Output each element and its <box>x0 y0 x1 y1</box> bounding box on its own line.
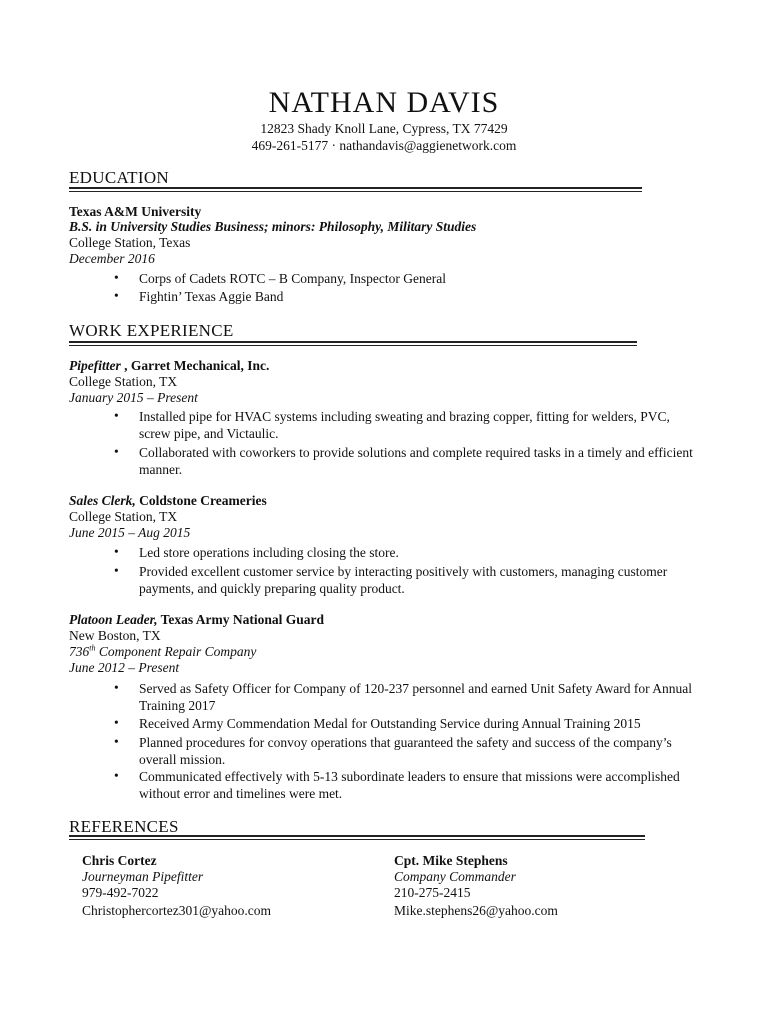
job-bullet: Communicated effectively with 5-13 subordinate leaders to ensure that missions were accomplished without error and timelines were met. <box>139 769 680 801</box>
unit-number: 736 <box>69 644 90 659</box>
degree: B.S. in University Studies Business; minors: Philosophy, Military Studies <box>69 219 477 234</box>
job-bullet: Led store operations including closing the store. <box>139 545 399 560</box>
reference-phone: 979-492-7022 <box>82 885 159 900</box>
school-name: Texas A&M University <box>69 204 202 219</box>
job-location: College Station, TX <box>69 374 178 389</box>
job-title: Sales Clerk, <box>69 493 136 508</box>
bullet-dot: • <box>114 715 119 730</box>
bullet-dot: • <box>114 288 119 303</box>
job-bullet: Served as Safety Officer for Company of 120-237 personnel and earned Unit Safety Award for Annual Training 2017 <box>139 681 692 713</box>
job-title: Platoon Leader, <box>69 612 158 627</box>
job-title: Pipefitter <box>69 358 121 373</box>
references-heading: REFERENCES <box>69 817 179 836</box>
job-company: Coldstone Creameries <box>139 493 267 508</box>
education-heading: EDUCATION <box>69 168 169 187</box>
job-date: June 2015 – Aug 2015 <box>69 525 191 540</box>
reference-email: Mike.stephens26@yahoo.com <box>394 903 558 918</box>
job-bullet: Installed pipe for HVAC systems including sweating and brazing copper, fitting for welders, PVC, screw pipe, and Victaulic. <box>139 409 670 441</box>
education-bullet: Corps of Cadets ROTC – B Company, Inspector General <box>139 271 446 286</box>
reference-phone: 210-275-2415 <box>394 885 471 900</box>
job-bullet: Planned procedures for convoy operations that guaranteed the safety and success of the company’s overall mission. <box>139 735 672 767</box>
candidate-name: NATHAN DAVIS <box>268 86 500 119</box>
contact-info: 469-261-5177 · nathandavis@aggienetwork.com <box>251 138 517 153</box>
unit-ordinal: th <box>89 643 96 653</box>
school-location: College Station, Texas <box>69 235 191 250</box>
job-separator: , <box>120 358 131 373</box>
job-company: Texas Army National Guard <box>160 612 325 627</box>
work-experience-heading: WORK EXPERIENCE <box>69 321 234 340</box>
bullet-dot: • <box>114 563 119 578</box>
job-date: June 2012 – Present <box>69 660 180 675</box>
job-location: College Station, TX <box>69 509 178 524</box>
section-divider <box>69 835 645 840</box>
education-date: December 2016 <box>69 251 155 266</box>
bullet-dot: • <box>114 680 119 695</box>
job-title-line <box>69 493 267 509</box>
reference-email: Christophercortez301@yahoo.com <box>82 903 272 918</box>
job-bullet: Collaborated with coworkers to provide solutions and complete required tasks in a timely and efficient manner. <box>139 445 693 477</box>
reference-name: Cpt. Mike Stephens <box>394 853 508 868</box>
bullet-dot: • <box>114 734 119 749</box>
bullet-dot: • <box>114 444 119 459</box>
education-bullet: Fightin’ Texas Aggie Band <box>139 289 284 304</box>
job-title-line <box>69 358 269 374</box>
address: 12823 Shady Knoll Lane, Cypress, TX 77429 <box>260 121 508 136</box>
bullet-dot: • <box>114 768 119 783</box>
reference-role: Journeyman Pipefitter <box>82 869 204 884</box>
section-divider <box>69 187 642 192</box>
job-date: January 2015 – Present <box>69 390 198 405</box>
job-location: New Boston, TX <box>69 628 161 643</box>
job-company: Garret Mechanical, Inc. <box>130 358 270 373</box>
unit-name: Component Repair Company <box>95 644 257 659</box>
reference-name: Chris Cortez <box>82 853 157 868</box>
job-title-line <box>69 612 324 628</box>
bullet-dot: • <box>114 270 119 285</box>
reference-role: Company Commander <box>394 869 516 884</box>
job-bullet: Provided excellent customer service by interacting positively with customers, managing customer payments, and quickly preparing quality product. <box>139 564 668 596</box>
job-bullet: Received Army Commendation Medal for Outstanding Service during Annual Training 2015 <box>139 716 641 731</box>
bullet-dot: • <box>114 408 119 423</box>
section-divider <box>69 341 637 346</box>
bullet-dot: • <box>114 544 119 559</box>
job-unit <box>69 644 256 660</box>
